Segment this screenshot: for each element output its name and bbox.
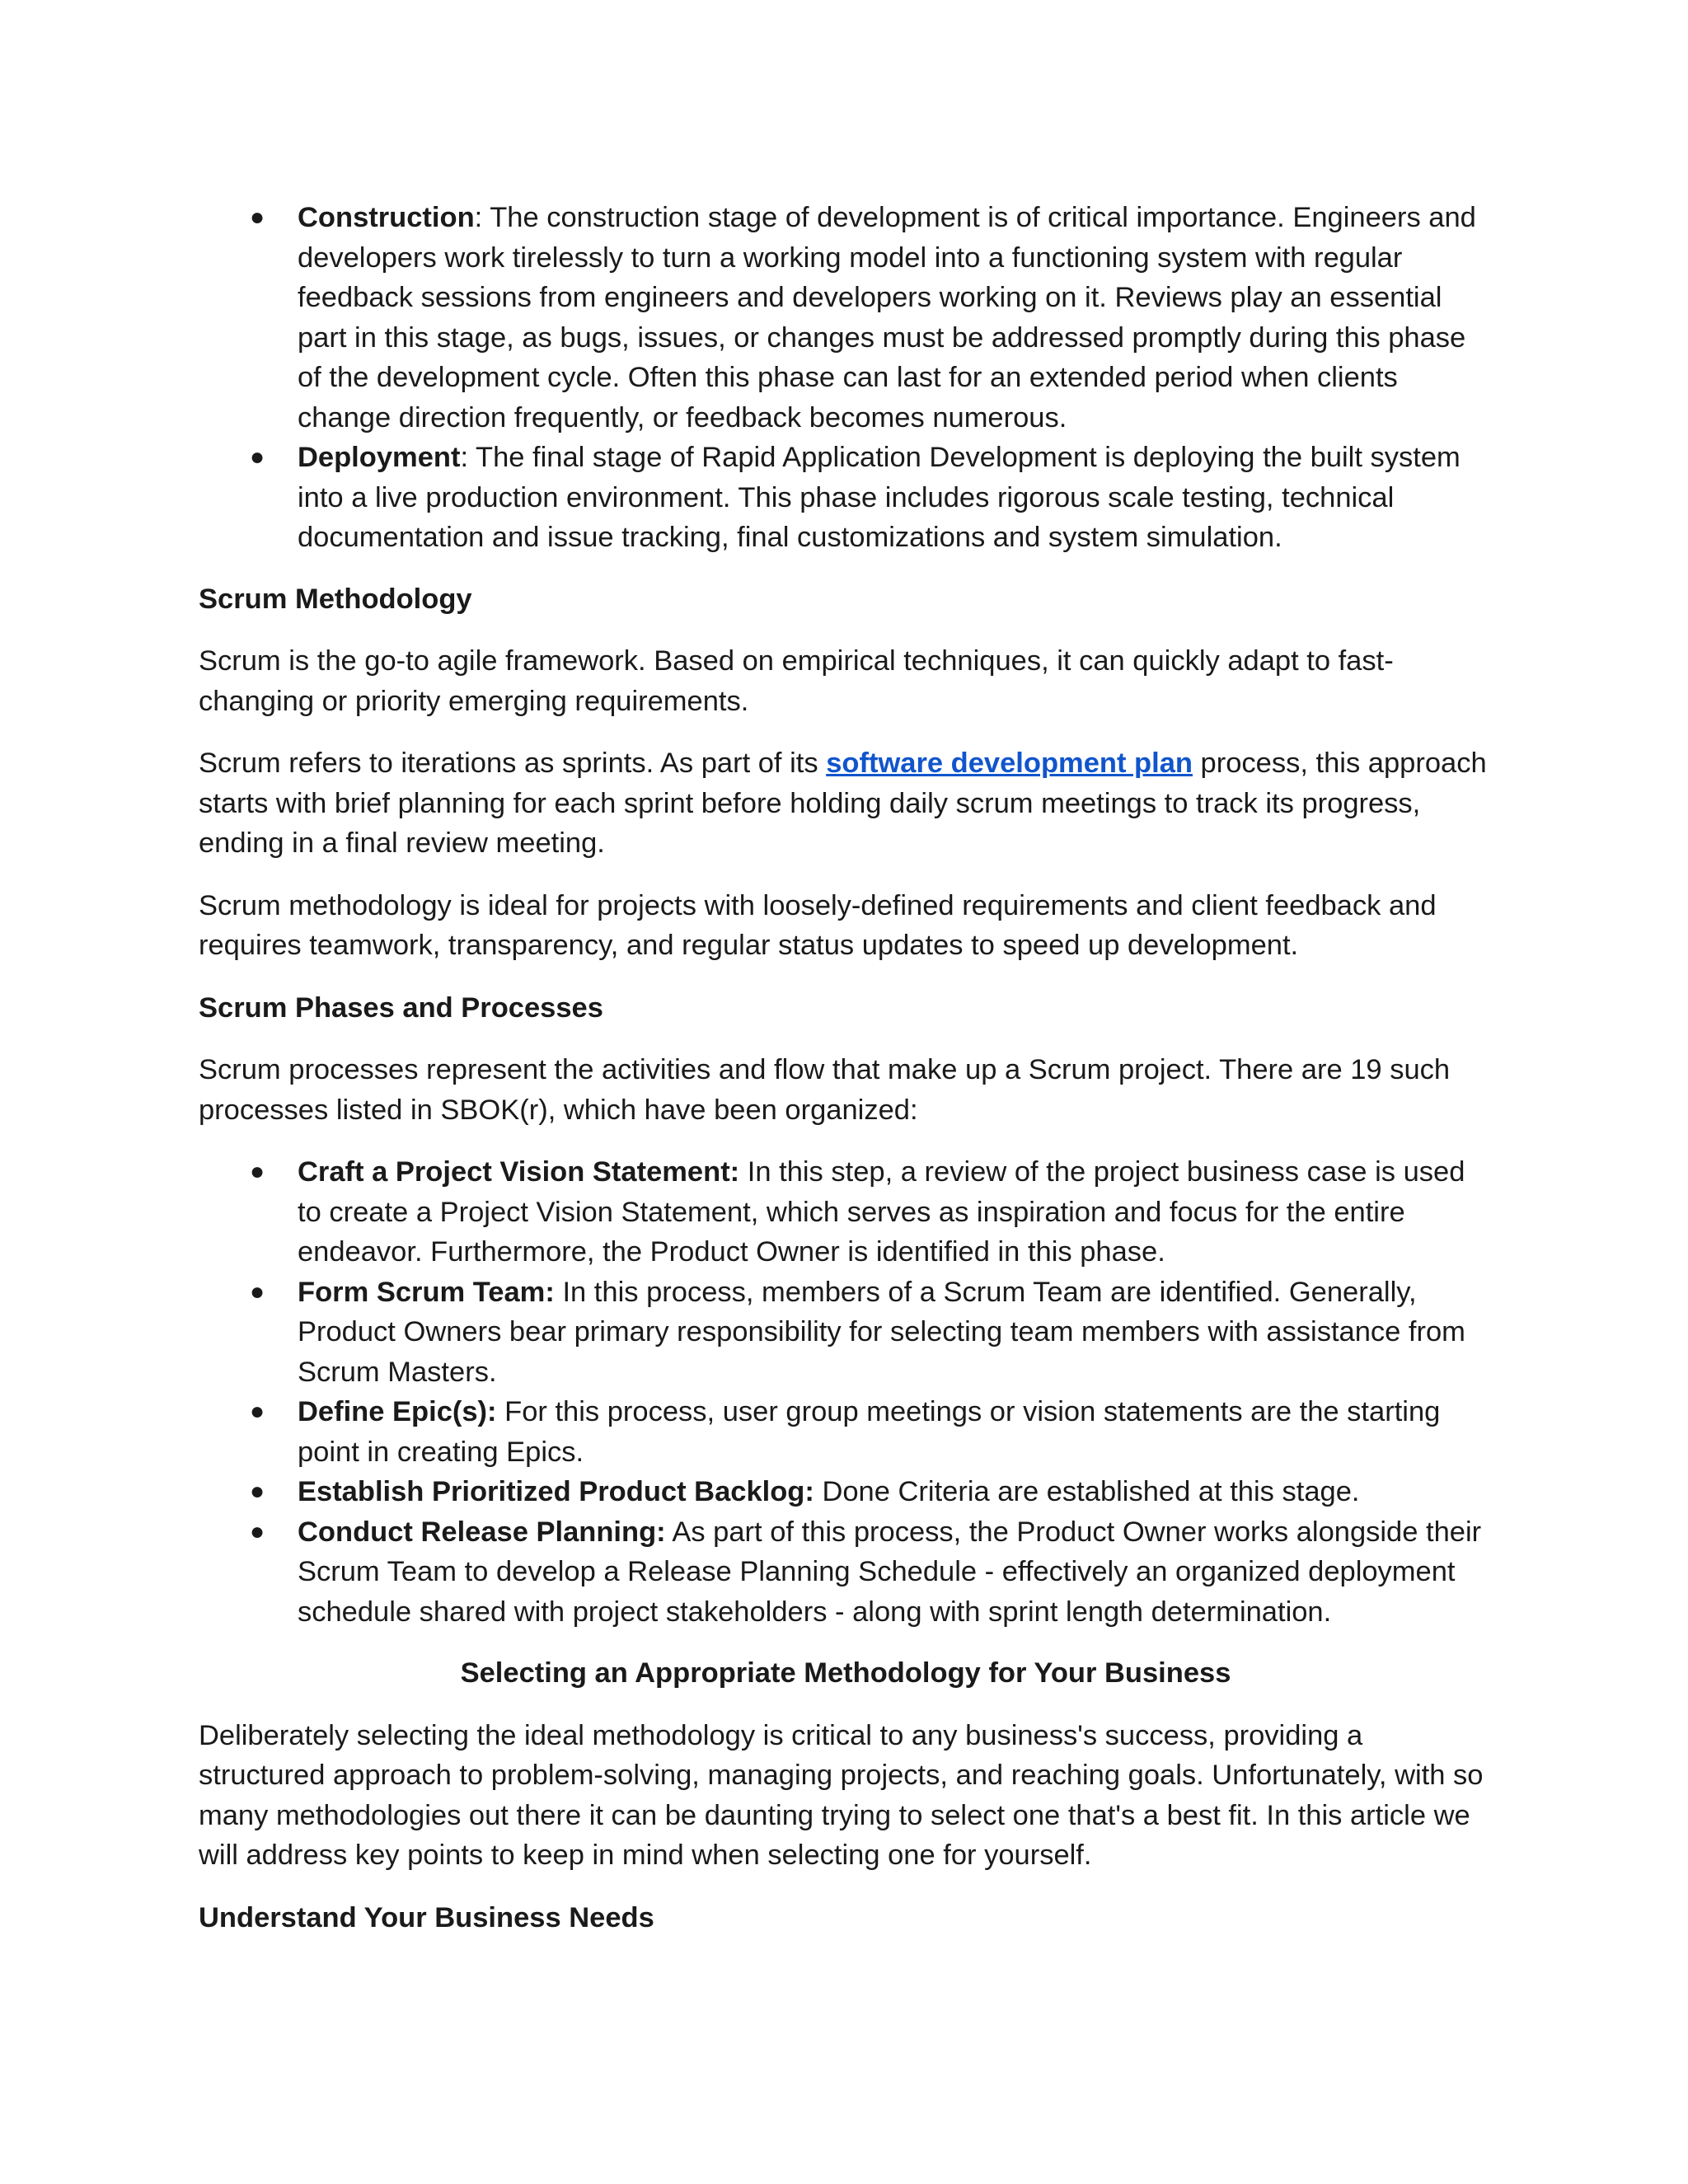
document-page [199,198,1493,1938]
rad-stage-list [199,198,1493,558]
selecting-paragraph: Deliberately selecting the ideal methodology is critical to any business's success, providing a structured approach to problem-solving, managing projects, and reaching goals. Unfortunately, with so many methodologies out there it can be daunting trying to select one that's a best fit. In this article we will address key points to keep in mind when selecting one for yourself. [199,1719,1484,1871]
phases-intro: Scrum processes represent the activities and flow that make up a Scrum project. There are 19 such processes listed in SBOK(r), which have been organized: [199,1054,1451,1126]
list-item-text: : The final stage of Rapid Application Development is deploying the built system into a live production environment. This phase includes rigorous scale testing, technical documentation and issue tracking, final customizations and system simulation. [298,442,1461,553]
scrum-p2-text-before: Scrum refers to iterations as sprints. As part of its [199,748,827,779]
list-item-term: Deployment [298,442,461,473]
bullet-icon: ● [250,204,265,231]
scrum-paragraph-2 [199,743,1493,864]
bullet-icon: ● [250,1158,265,1185]
bullet-icon: ● [250,1398,265,1425]
list-item [199,1152,1493,1272]
list-item-term: Construction [298,202,475,233]
bullet-icon: ● [250,1277,265,1305]
list-item [199,1512,1493,1633]
list-item [199,1392,1493,1472]
list-item [199,1472,1493,1512]
list-item-term: Conduct Release Planning: [298,1516,666,1548]
bullet-icon: ● [250,1478,265,1505]
list-item-term: Form Scrum Team: [298,1276,555,1308]
list-item [199,1272,1493,1393]
scrum-process-list [199,1152,1493,1632]
bullet-icon: ● [250,1517,265,1545]
section-heading-scrum: Scrum Methodology [199,583,472,615]
software-development-plan-link[interactable]: software development plan [826,748,1193,779]
section-heading-phases: Scrum Phases and Processes [199,991,603,1024]
section-heading-understand: Understand Your Business Needs [199,1901,654,1933]
list-item-text: For this process, user group meetings or vision statements are the starting point in creating Epics. [298,1396,1441,1468]
list-item-term: Define Epic(s): [298,1396,497,1427]
list-item-text: In this step, a review of the project business case is used to create a Project Vision Statement, which serves as inspiration and focus for the entire endeavor. Furthermore, the Product Owner is identified in this phase. [298,1156,1465,1268]
scrum-paragraph-1: Scrum is the go-to agile framework. Based on empirical techniques, it can quickly adapt to fast-changing or priority emerging requirements. [199,645,1394,717]
list-item-text: : The construction stage of development is of critical importance. Engineers and developers work tirelessly to turn a working model into a functioning system with regular feedback sessions from engineers and developers working on it. Reviews play an essential part in this stage, as bugs, issues, or changes must be addressed promptly during this phase of the development cycle. Often this phase can last for an extended period when clients change direction frequently, or feedback becomes numerous. [298,202,1476,434]
scrum-p2-text-after: process, this approach starts with brief planning for each sprint before holding daily scrum meetings to track its progress, ending in a final review meeting. [199,748,1487,859]
list-item-text: In this process, members of a Scrum Team are identified. Generally, Product Owners bear primary responsibility for selecting team members with assistance from Scrum Masters. [298,1276,1465,1388]
list-item-text: Done Criteria are established at this stage. [814,1476,1360,1507]
list-item-text: As part of this process, the Product Owner works alongside their Scrum Team to develop a Release Planning Schedule - effectively an organized deployment schedule shared with project stakeholders - along with sprint length determination. [298,1516,1482,1628]
scrum-paragraph-3: Scrum methodology is ideal for projects with loosely-defined requirements and client feedback and requires teamwork, transparency, and regular status updates to speed up development. [199,889,1437,961]
bullet-icon: ● [250,443,265,471]
list-item [199,438,1493,558]
list-item-term: Establish Prioritized Product Backlog: [298,1476,814,1507]
list-item [199,198,1493,438]
list-item-term: Craft a Project Vision Statement: [298,1156,740,1188]
section-heading-selecting: Selecting an Appropriate Methodology for Your Business [460,1657,1231,1689]
